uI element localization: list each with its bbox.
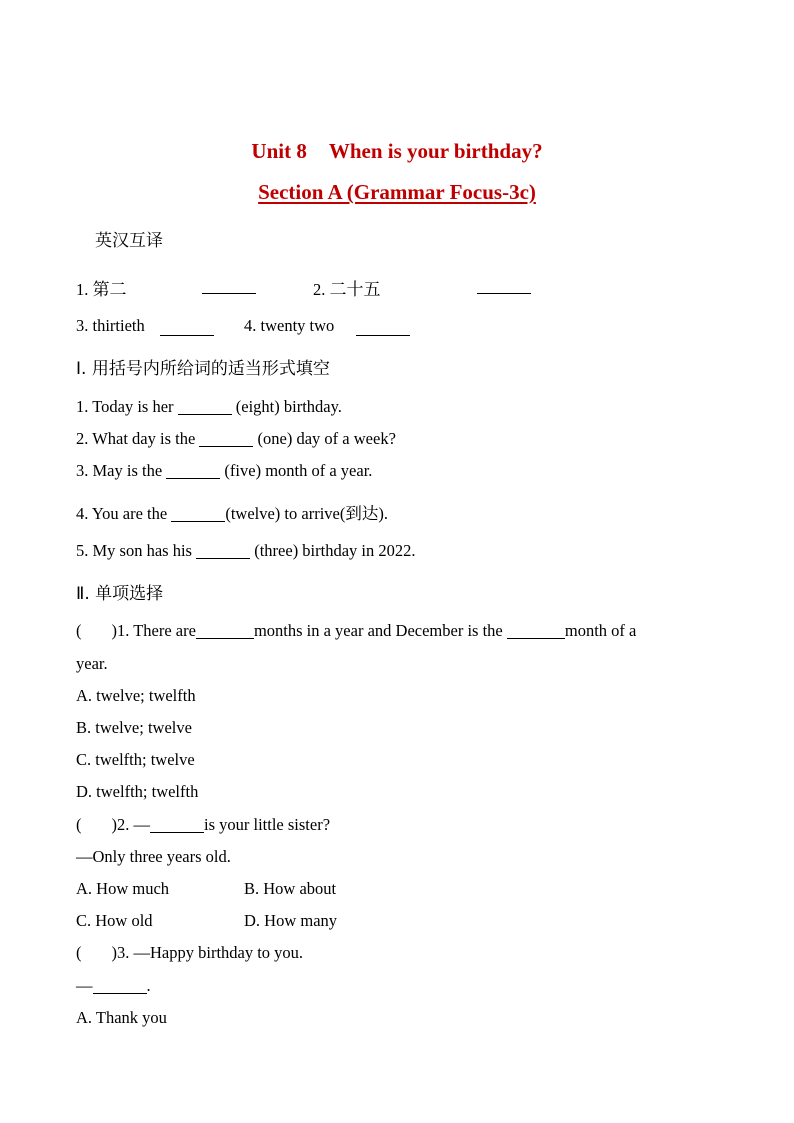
fill-item-5: 5. My son has his (three) birthday in 2022. — [76, 541, 416, 560]
answer-blank[interactable] — [196, 622, 254, 640]
section-title: Section A (Grammar Focus-3c) — [258, 180, 536, 204]
answer-blank[interactable] — [160, 318, 214, 336]
option-d[interactable]: D. How many — [244, 911, 338, 930]
fill-item-3: 3. May is the (five) month of a year. — [76, 461, 373, 480]
answer-blank[interactable] — [93, 977, 147, 995]
option-b[interactable]: B. How about — [244, 879, 337, 898]
unit-number: Unit 8 — [251, 139, 307, 163]
part2-heading: Ⅱ. 单项选择 — [76, 584, 164, 604]
part1-heading: Ⅰ. 用括号内所给词的适当形式填空 — [76, 359, 330, 379]
answer-blank[interactable] — [166, 462, 220, 480]
question-1: ( )1. There are months in a year and December is the month of a — [76, 621, 637, 640]
answer-blank[interactable] — [178, 398, 232, 416]
answer-blank[interactable] — [150, 816, 204, 834]
translation-item-3: 3. thirtieth — [76, 316, 145, 335]
translation-heading: 英汉互译 — [95, 231, 163, 251]
answer-blank[interactable] — [477, 276, 531, 294]
option-c[interactable]: C. twelfth; twelve — [76, 750, 195, 769]
option-a[interactable]: A. Thank you — [76, 1008, 167, 1027]
question-1-continued: year. — [76, 654, 108, 673]
question-2-reply: —Only three years old. — [76, 847, 231, 866]
question-2: ( )2. — is your little sister? — [76, 815, 331, 834]
unit-title — [0, 139, 794, 164]
answer-blank[interactable] — [196, 542, 250, 560]
fill-item-1: 1. Today is her (eight) birthday. — [76, 397, 342, 416]
option-a[interactable]: A. twelve; twelfth — [76, 686, 196, 705]
answer-blank[interactable] — [356, 318, 410, 336]
unit-question: When is your birthday? — [328, 139, 543, 163]
answer-blank[interactable] — [507, 622, 565, 640]
fill-item-2: 2. What day is the (one) day of a week? — [76, 429, 396, 448]
translation-item-4: 4. twenty two — [244, 316, 335, 335]
answer-blank[interactable] — [199, 430, 253, 448]
question-3: ( )3. —Happy birthday to you. — [76, 943, 304, 962]
question-3-reply: — . — [76, 976, 151, 995]
option-c[interactable]: C. How old — [76, 911, 153, 930]
option-d[interactable]: D. twelfth; twelfth — [76, 782, 199, 801]
translation-item-1: 1. 第二 — [76, 280, 127, 300]
option-a[interactable]: A. How much — [76, 879, 170, 898]
translation-item-2: 2. 二十五 — [313, 280, 381, 300]
option-b[interactable]: B. twelve; twelve — [76, 718, 192, 737]
answer-blank[interactable] — [171, 505, 225, 523]
answer-blank[interactable] — [202, 276, 256, 294]
fill-item-4: 4. You are the (twelve) to arrive(到达). — [76, 504, 388, 523]
